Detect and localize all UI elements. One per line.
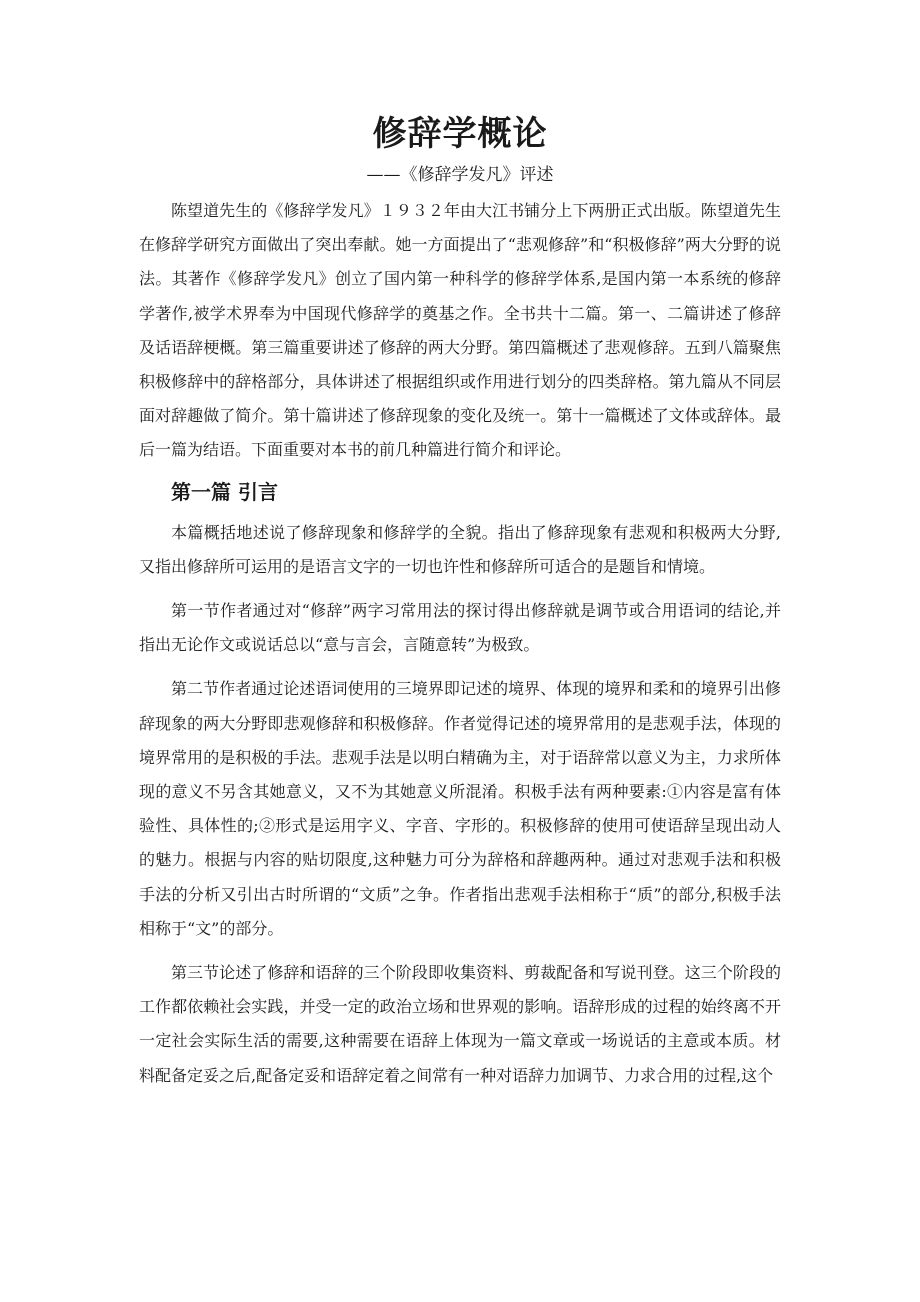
document-title: 修辞学概论 [372,114,548,154]
body-paragraph: 本篇概括地述说了修辞现象和修辞学的全貌。指出了修辞现象有悲观和积极两大分野,又指出修辞所可运用的是语言文字的一切也许性和修辞所可适合的是题旨和情境。 [139,522,781,576]
paragraph-spacer [139,946,781,956]
paragraph-spacer [139,584,781,594]
section-heading: 第一篇 引言 [171,479,278,504]
body-paragraph: 第三节论述了修辞和语辞的三个阶段即收集资料、剪裁配备和写说刊登。这三个阶段的工作都依赖社会实践，并受一定的政治立场和世界观的影响。语辞形成的过程的始终离不开一定社会实际生活的需要,这种需要在语辞上体现为一篇文章或一场说话的主意或本质。材料配备定妥之后,配备定妥和语辞定着之间常有一种对语辞力加调节、力求合用的过程,这个 [139,963,781,1085]
paragraph-spacer [139,662,781,672]
intro-paragraph: 陈望道先生的《修辞学发凡》１９３２年由大江书铺分上下两册正式出版。陈望道先生在修辞学研究方面做出了突出奉献。她一方面提出了“悲观修辞”和“积极修辞”两大分野的说法。其著作《修辞学发凡》创立了国内第一种科学的修辞学体系,是国内第一本系统的修辞学著作,被学术界奉为中国现代修辞学的奠基之作。全书共十二篇。第一、二篇讲述了修辞及话语辞梗概。第三篇重要讲述了修辞的两大分野。第四篇概述了悲观修辞。五到八篇聚焦积极修辞中的辞格部分，具体讲述了根据组织或作用进行划分的四类辞格。第九篇从不同层面对辞趣做了简介。第十篇讲述了修辞现象的变化及统一。第十一篇概述了文体或辞体。最后一篇为结语。下面重要对本书的前几种篇进行简介和评论。 [139,201,781,460]
body-paragraph: 第一节作者通过对“修辞”两字习常用法的探讨得出修辞就是调节或合用语词的结论,并指出无论作文或说话总以“意与言会，言随意转”为极致。 [139,601,781,655]
document-page [139,110,781,1093]
document-subtitle: ——《修辞学发凡》评述 [366,165,554,185]
body-paragraph: 第二节作者通过论述语词使用的三境界即记述的境界、体现的境界和柔和的境界引出修辞现象的两大分野即悲观修辞和积极修辞。作者觉得记述的境界常用的是悲观手法，体现的境界常用的是积极的手法。悲观手法是以明白精确为主，对于语辞常以意义为主，力求所体现的意义不另含其她意义，又不为其她意义所混淆。积极手法有两种要素:①内容是富有体验性、具体性的;②形式是运用字义、字音、字形的。积极修辞的使用可使语辞呈现出动人的魅力。根据与内容的贴切限度,这种魅力可分为辞格和辞趣两种。通过对悲观手法和积极手法的分析又引出古时所谓的“文质”之争。作者指出悲观手法相称于“质”的部分,积极手法相称于“文”的部分。 [139,679,781,938]
